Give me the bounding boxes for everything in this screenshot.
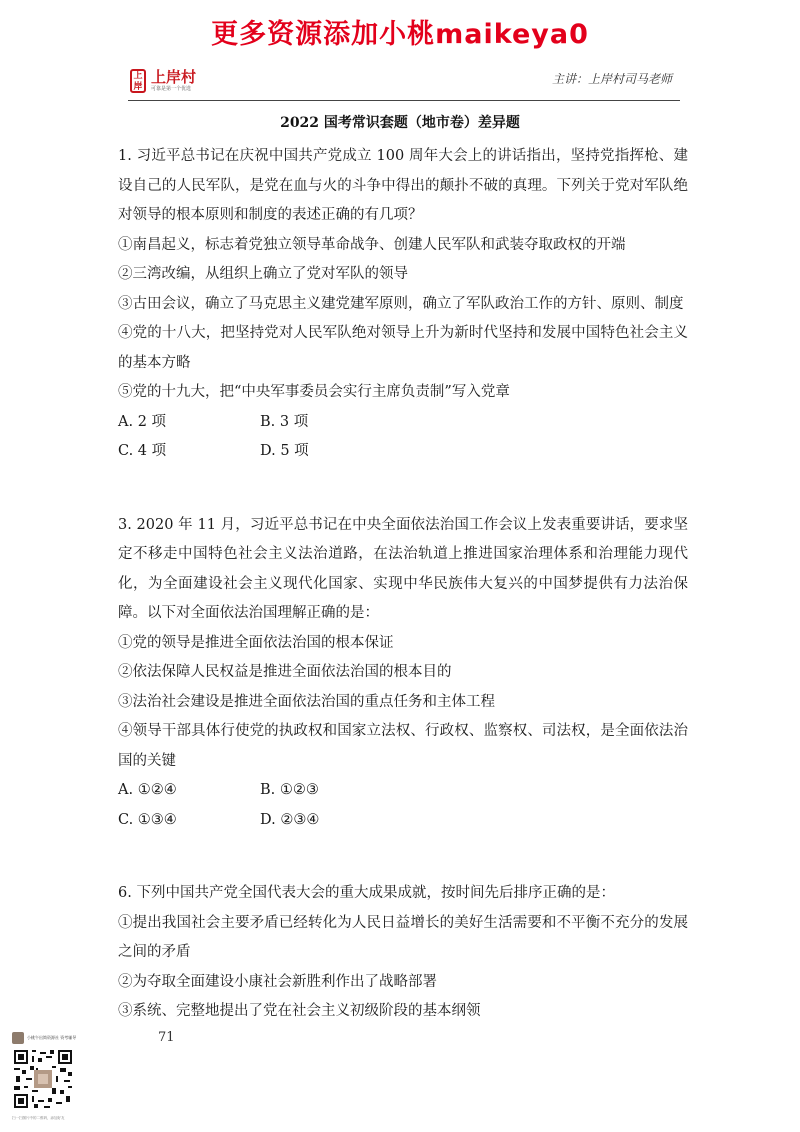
question-item: ③法治社会建设是推进全面依法治国的重点任务和主体工程 [118, 693, 495, 710]
option-a: A. 2 项 [118, 413, 167, 430]
lecturer-label: 主讲：上岸村司马老师 [551, 72, 672, 86]
qr-code-icon[interactable] [12, 1048, 74, 1110]
qr-caption: 扫一扫图片中的二维码，添加好友 [12, 1116, 65, 1120]
option-b: B. ①②③ [260, 782, 319, 798]
questions-body [118, 142, 688, 1027]
question-item: ④党的十八大，把坚持党对人民军队绝对领导上升为新时代坚持和发展中国特色社会主义的基本方略 [118, 325, 688, 371]
question-item: ②为夺取全面建设小康社会新胜利作出了战略部署 [118, 973, 437, 990]
question-3 [118, 511, 688, 836]
avatar [12, 1032, 24, 1044]
option-c: C. 4 项 [118, 443, 167, 459]
logo-name: 上岸村 [151, 68, 197, 86]
question-stem: 3. 2020 年 11 月，习近平总书记在中央全面依法治国工作会议上发表重要讲话，要求坚定不移走中国特色社会主义法治道路，在法治轨道上推进国家治理体系和治理能力现代化，为全面建设社会主义现代化国家、实现中华民族伟大复兴的中国梦提供有力法治保障。以下对全面依法治国理解正确的是： [118, 516, 688, 621]
option-d: D. 5 项 [260, 443, 309, 459]
question-stem: 1. 习近平总书记在庆祝中国共产党成立 100 周年大会上的讲话指出，坚持党指挥枪、建设自己的人民军队，是党在血与火的斗争中得出的颠扑不破的真理。下列关于党对军队绝对领导的根本原则和制度的表述正确的有几项？ [118, 148, 688, 223]
logo-mark: 上岸 [130, 69, 146, 93]
qr-account-name: 小桃午出简资源社 资考辅导 [27, 1035, 77, 1040]
answer-options [118, 776, 688, 835]
question-item: ①党的领导是推进全面依法治国的根本保证 [118, 634, 394, 651]
watermark-banner: 更多资源添加小桃maikeya0 [211, 19, 589, 50]
option-c: C. ①③④ [118, 811, 177, 828]
question-item: ②三湾改编，从组织上确立了党对军队的领导 [118, 266, 408, 282]
answer-options [118, 408, 688, 467]
question-item: ①提出我国社会主要矛盾已经转化为人民日益增长的美好生活需要和不平衡不充分的发展之间的矛盾 [118, 914, 688, 960]
question-stem: 6. 下列中国共产党全国代表大会的重大成果成就，按时间先后排序正确的是： [118, 885, 615, 901]
brand-logo [130, 66, 196, 96]
question-item: ②依法保障人民权益是推进全面依法治国的根本目的 [118, 664, 452, 680]
option-a: A. ①②④ [118, 782, 177, 798]
logo-slogan: 可靠是第一个优选 [151, 86, 192, 92]
option-b: B. 3 项 [260, 413, 309, 430]
question-6 [118, 879, 688, 1027]
qr-promo [12, 1032, 92, 1121]
question-item: ④领导干部具体行使党的执政权和国家立法权、行政权、监察权、司法权，是全面依法治国的关键 [118, 723, 688, 769]
page-number: 71 [158, 1030, 175, 1045]
header-divider [128, 100, 680, 101]
question-item: ①南昌起义，标志着党独立领导革命战争、创建人民军队和武装夺取政权的开端 [118, 236, 626, 253]
question-item: ⑤党的十九大，把“中央军事委员会实行主席负责制”写入党章 [118, 384, 510, 400]
question-1 [118, 142, 688, 467]
option-d: D. ②③④ [260, 811, 320, 828]
question-item: ③古田会议，确立了马克思主义建党建军原则，确立了军队政治工作的方针、原则、制度 [118, 295, 684, 312]
question-item: ③系统、完整地提出了党在社会主义初级阶段的基本纲领 [118, 1003, 481, 1019]
page-title: 2022 国考常识套题（地市卷）差异题 [280, 115, 520, 131]
